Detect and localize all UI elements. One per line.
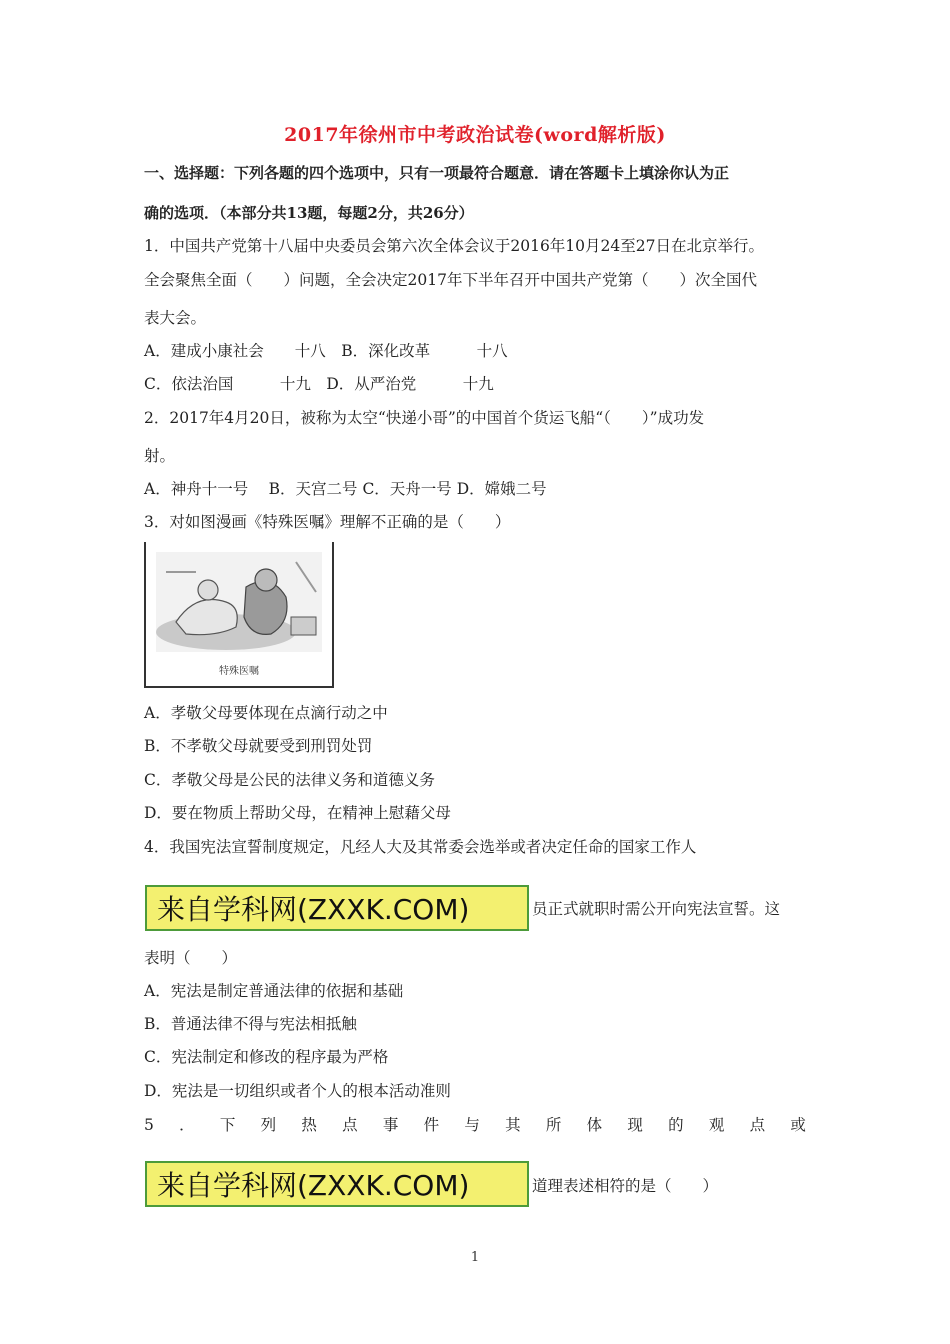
- question-2-line2: 射。: [144, 447, 176, 465]
- question-5-char: ．: [179, 1116, 195, 1134]
- question-4-line2: 员正式就职时需公开向宪法宣誓。这: [532, 900, 781, 918]
- question-3-option-b: B．不孝敬父母就要受到刑罚处罚: [144, 737, 373, 755]
- question-5-char: 点: [342, 1116, 358, 1134]
- question-5-char: 下: [219, 1116, 236, 1134]
- question-4-option-a: A．宪法是制定普通法律的依据和基础: [144, 982, 404, 1000]
- cartoon-caption: 特殊医嘱: [219, 666, 259, 677]
- question-5-char: 件: [423, 1116, 440, 1134]
- question-5-char: 所: [545, 1116, 562, 1134]
- question-3-line1: 3．对如图漫画《特殊医嘱》理解不正确的是（ ）: [144, 513, 511, 531]
- question-4-line3: 表明（ ）: [144, 949, 238, 967]
- watermark-banner-2: [145, 1161, 529, 1207]
- question-1-line2: 全会聚焦全面（ ）问题，全会决定2017年下半年召开中国共产党第（ ）次全国代: [144, 271, 757, 289]
- cartoon-image: [144, 542, 334, 688]
- question-5-char: 事: [382, 1116, 399, 1134]
- question-5-char: 体: [586, 1116, 603, 1134]
- question-5-char: 其: [505, 1116, 521, 1134]
- question-1-options-ab: A．建成小康社会 十八 B．深化改革 十八: [144, 342, 508, 360]
- question-2-options: A．神舟十一号 B．天宫二号 C．天舟一号 D．嫦娥二号: [144, 480, 547, 498]
- question-5-char: 的: [668, 1116, 684, 1134]
- cartoon-drawing: [146, 542, 332, 686]
- section-heading-line1: 一、选择题：下列各题的四个选项中，只有一项最符合题意．请在答题卡上填涂你认为正: [144, 164, 730, 182]
- question-5-line2: 道理表述相符的是（ ）: [532, 1177, 719, 1195]
- question-4-option-c: C．宪法制定和修改的程序最为严格: [144, 1048, 389, 1066]
- watermark-text: 来自学科网(ZXXK.COM): [157, 893, 470, 926]
- question-2-line1: 2．2017年4月20日，被称为太空“快递小哥”的中国首个货运飞船“（ ）”成功发: [144, 409, 705, 427]
- question-4-line1: 4．我国宪法宣誓制度规定，凡经人大及其常委会选举或者决定任命的国家工作人: [144, 838, 697, 856]
- question-3-option-a: A．孝敬父母要体现在点滴行动之中: [144, 704, 388, 722]
- document-title: 2017年徐州市中考政治试卷(word解析版): [284, 124, 666, 146]
- question-5-line1: [144, 1115, 806, 1135]
- question-3-option-d: D．要在物质上帮助父母，在精神上慰藉父母: [144, 804, 451, 822]
- watermark-banner-1: [145, 885, 529, 931]
- question-5-char: 5: [144, 1116, 154, 1134]
- question-5-char: 与: [464, 1116, 480, 1134]
- question-1-line3: 表大会。: [144, 309, 207, 327]
- question-5-char: 观: [708, 1116, 725, 1134]
- question-1-options-cd: C．依法治国 十九 D．从严治党 十九: [144, 375, 494, 393]
- question-5-char: 热: [301, 1116, 317, 1134]
- question-4-option-b: B．普通法律不得与宪法相抵触: [144, 1015, 357, 1033]
- question-5-char: 列: [260, 1116, 277, 1134]
- question-5-char: 点: [749, 1116, 766, 1134]
- question-5-char: 或: [790, 1116, 806, 1134]
- question-3-option-c: C．孝敬父母是公民的法律义务和道德义务: [144, 771, 435, 789]
- page-number: 1: [470, 1250, 480, 1265]
- question-4-option-d: D．宪法是一切组织或者个人的根本活动准则: [144, 1082, 451, 1100]
- question-5-char: 现: [627, 1116, 643, 1134]
- question-1-line1: 1．中国共产党第十八届中央委员会第六次全体会议于2016年10月24至27日在北京举行。: [144, 237, 764, 255]
- watermark-text: 来自学科网(ZXXK.COM): [157, 1169, 470, 1202]
- section-heading-line2: 确的选项．（本部分共13题，每题2分，共26分）: [144, 204, 474, 222]
